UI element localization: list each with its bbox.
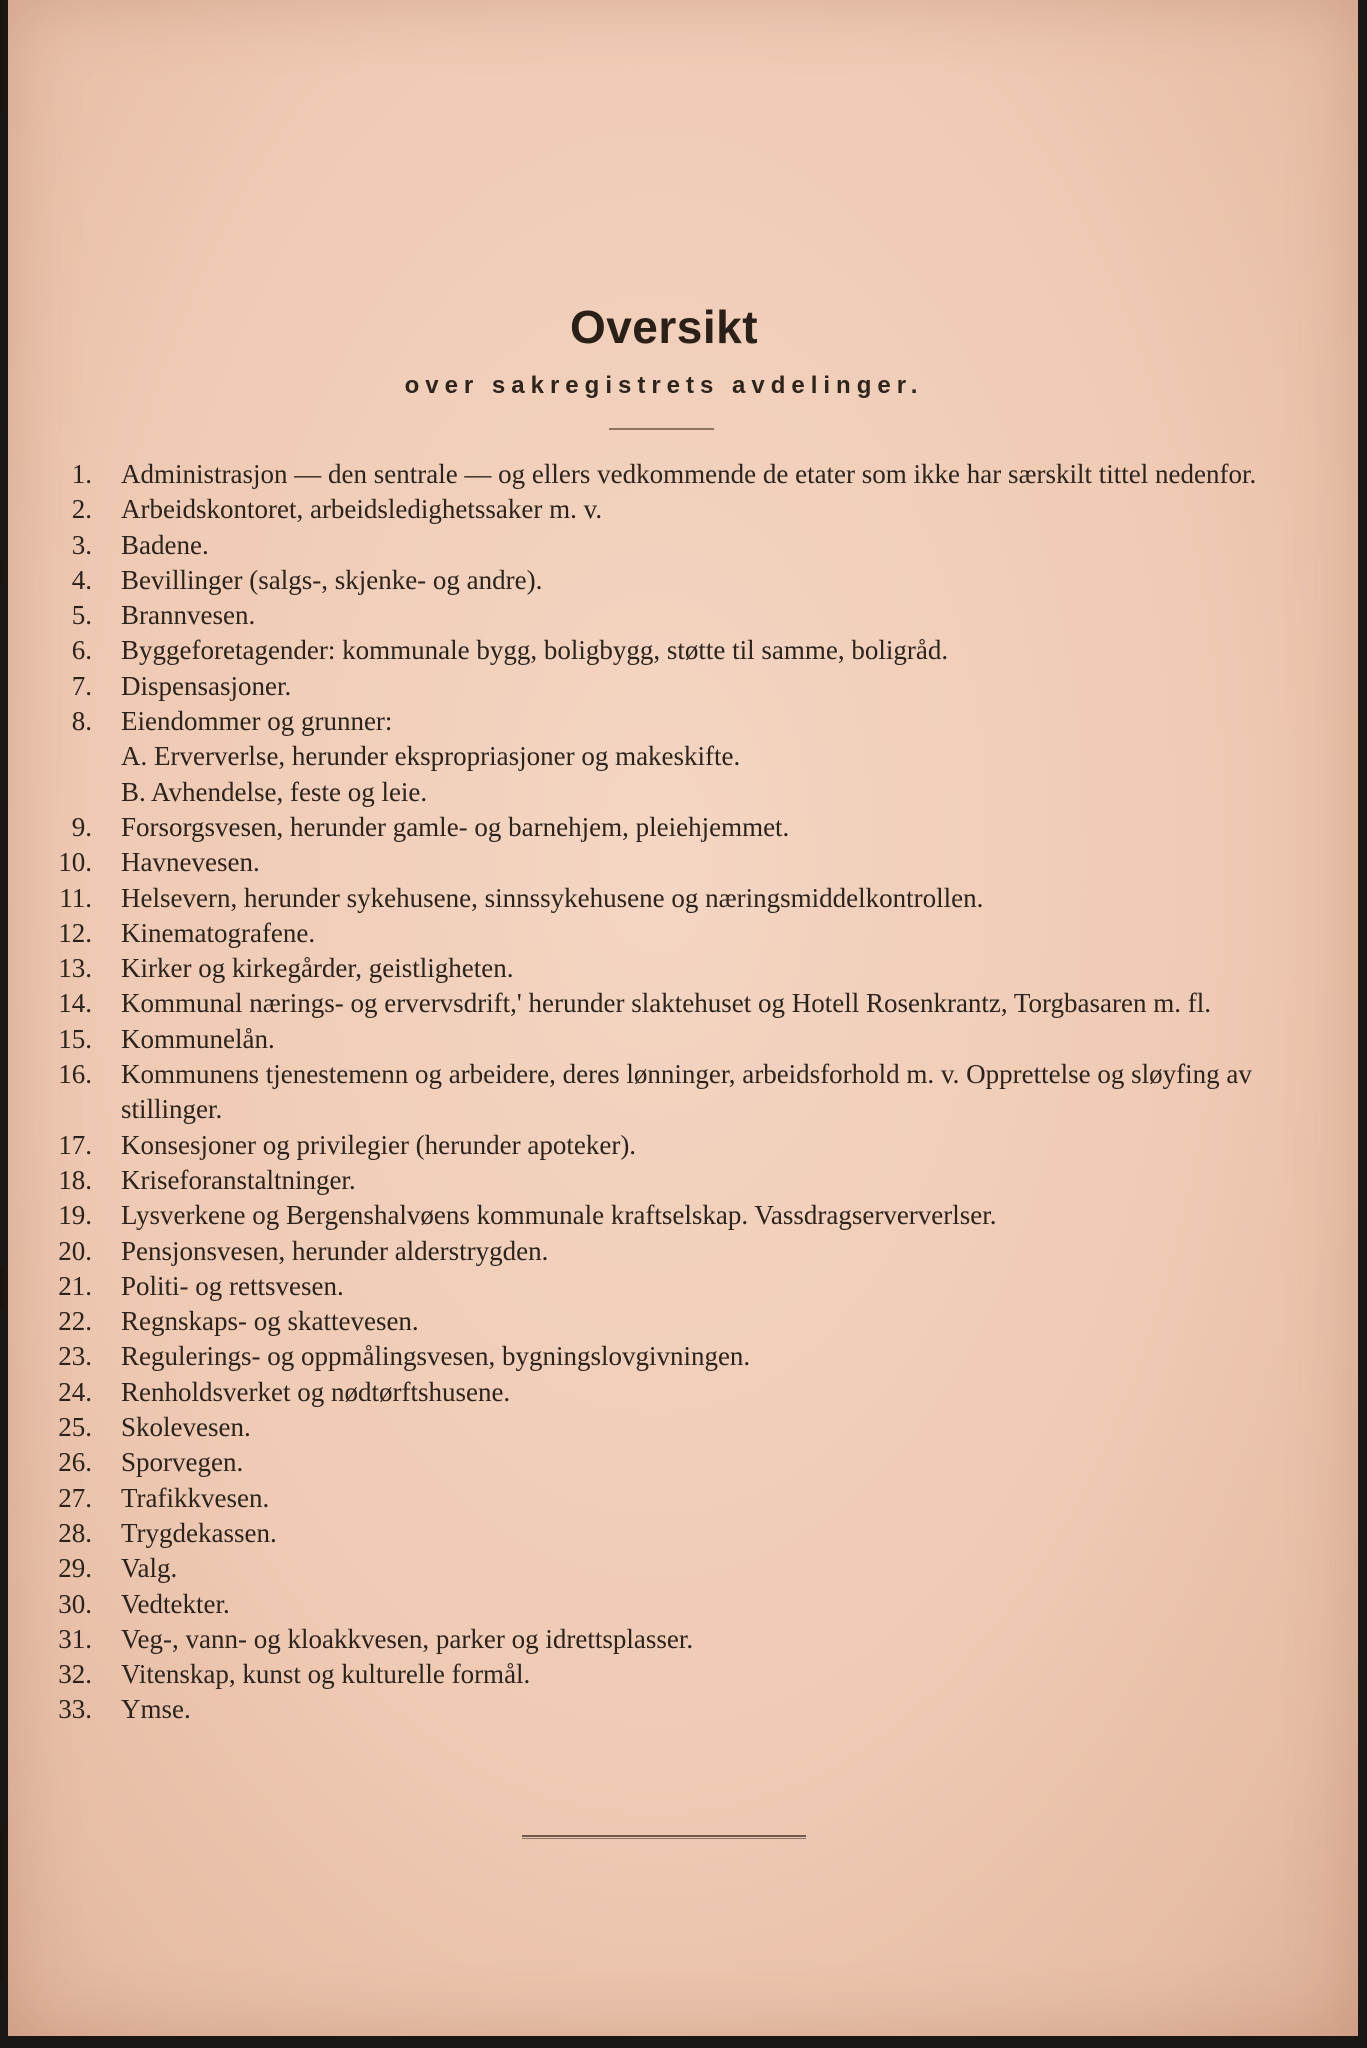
item-number: 23. bbox=[58, 1341, 92, 1372]
item-number: 26. bbox=[58, 1447, 92, 1478]
list-item bbox=[8, 986, 1338, 1021]
item-text: Trygdekassen. bbox=[121, 1517, 277, 1548]
item-text: Ymse. bbox=[121, 1694, 191, 1725]
item-number: 7. bbox=[71, 670, 92, 701]
list-item bbox=[8, 951, 1338, 986]
item-number: 30. bbox=[58, 1588, 92, 1619]
item-number: 33. bbox=[58, 1694, 92, 1725]
item-number: 27. bbox=[58, 1482, 92, 1513]
list-item bbox=[8, 1198, 1338, 1233]
list-item bbox=[8, 1269, 1338, 1304]
list-item bbox=[8, 1339, 1338, 1374]
item-text: Byggeforetagender: kommunale bygg, boligbygg, støtte til samme, boligråd. bbox=[121, 635, 949, 666]
item-number: 21. bbox=[58, 1270, 92, 1301]
item-number: 32. bbox=[58, 1659, 92, 1690]
page-subtitle: over sakregistrets avdelinger. bbox=[404, 372, 924, 399]
item-number: 18. bbox=[58, 1164, 92, 1195]
list-item bbox=[8, 492, 1338, 527]
item-number: 9. bbox=[71, 811, 92, 842]
item-number: 4. bbox=[71, 564, 92, 595]
list-item bbox=[8, 1481, 1338, 1516]
list-item bbox=[8, 1375, 1338, 1410]
item-text: Kriseforanstaltninger. bbox=[121, 1164, 356, 1195]
list-item bbox=[8, 528, 1338, 563]
item-number: 5. bbox=[71, 600, 92, 631]
scan-edge-mark bbox=[0, 1268, 3, 1308]
item-text: Eiendommer og grunner: bbox=[121, 706, 393, 737]
list-item bbox=[8, 704, 1338, 739]
document-page bbox=[8, 0, 1358, 2036]
item-text: Kommunens tjenestemenn og arbeidere, deres lønninger, arbeidsforhold m. v. Opprettelse og sløyfing av stillinger. bbox=[121, 1059, 1252, 1125]
item-text: Vitenskap, kunst og kulturelle formål. bbox=[121, 1659, 531, 1690]
item-text: A. Erververlse, herunder ekspropriasjoner og makeskifte. bbox=[121, 741, 741, 772]
list-item bbox=[8, 633, 1338, 668]
list-item bbox=[8, 810, 1338, 845]
item-text: Kinematografene. bbox=[121, 917, 316, 948]
list-item bbox=[8, 916, 1338, 951]
item-number: 24. bbox=[58, 1376, 92, 1407]
item-text: Regnskaps- og skattevesen. bbox=[121, 1306, 419, 1337]
item-text: Vedtekter. bbox=[121, 1588, 230, 1619]
item-text: Sporvegen. bbox=[121, 1447, 244, 1478]
list-item bbox=[8, 739, 1338, 774]
item-text: Renholdsverket og nødtørftshusene. bbox=[121, 1376, 511, 1407]
list-item bbox=[8, 1163, 1338, 1198]
item-number: 22. bbox=[58, 1306, 92, 1337]
item-text: Skolevesen. bbox=[121, 1412, 251, 1443]
item-text: Bevillinger (salgs-, skjenke- og andre). bbox=[121, 564, 543, 595]
list-item bbox=[8, 1657, 1338, 1692]
item-text: Kirker og kirkegårder, geistligheten. bbox=[121, 953, 514, 984]
item-number: 31. bbox=[58, 1623, 92, 1654]
item-text: B. Avhendelse, feste og leie. bbox=[121, 776, 428, 807]
item-text: Brannvesen. bbox=[121, 600, 256, 631]
item-text: Forsorgsvesen, herunder gamle- og barnehjem, pleiehjemmet. bbox=[121, 811, 790, 842]
item-number: 15. bbox=[58, 1023, 92, 1054]
item-number: 3. bbox=[71, 529, 92, 560]
list-item bbox=[8, 598, 1338, 633]
list-item bbox=[8, 1234, 1338, 1269]
item-number: 29. bbox=[58, 1553, 92, 1584]
scan-edge-mark bbox=[0, 1830, 3, 1980]
item-number: 12. bbox=[58, 917, 92, 948]
item-number: 20. bbox=[58, 1235, 92, 1266]
item-text: Arbeidskontoret, arbeidsledighetssaker m. v. bbox=[121, 494, 603, 525]
item-text: Kommunelån. bbox=[121, 1023, 275, 1054]
list-item bbox=[8, 1057, 1338, 1128]
list-item bbox=[8, 1587, 1338, 1622]
list-item bbox=[8, 563, 1338, 598]
item-number: 1. bbox=[71, 459, 92, 489]
list-item bbox=[8, 457, 1338, 492]
page-title: Oversikt bbox=[569, 301, 759, 353]
item-number: 28. bbox=[58, 1517, 92, 1548]
list-item bbox=[8, 1551, 1338, 1586]
item-number: 19. bbox=[58, 1200, 92, 1231]
item-text: Administrasjon — den sentrale — og ellers vedkommende de etater som ikke har særskilt tittel nedenfor. bbox=[121, 459, 1257, 489]
title-divider bbox=[609, 428, 714, 430]
item-text: Regulerings- og oppmålingsvesen, bygningslovgivningen. bbox=[121, 1341, 751, 1372]
item-text: Konsesjoner og privilegier (herunder apoteker). bbox=[121, 1129, 637, 1160]
item-text: Lysverkene og Bergenshalvøens kommunale kraftselskap. Vassdragserververlser. bbox=[121, 1200, 997, 1231]
section-list bbox=[8, 457, 1338, 1728]
item-number: 2. bbox=[71, 494, 92, 525]
item-number: 17. bbox=[58, 1129, 92, 1160]
item-text: Valg. bbox=[121, 1553, 178, 1584]
list-item bbox=[8, 1622, 1338, 1657]
item-text: Badene. bbox=[121, 529, 209, 560]
scan-edge-mark bbox=[0, 0, 3, 110]
item-text: Dispensasjoner. bbox=[121, 670, 292, 701]
list-item bbox=[8, 1128, 1338, 1163]
item-text: Veg-, vann- og kloakkvesen, parker og idrettsplasser. bbox=[121, 1623, 694, 1654]
item-text: Havnevesen. bbox=[121, 847, 260, 878]
list-item bbox=[8, 1445, 1338, 1480]
list-item bbox=[8, 669, 1338, 704]
list-item bbox=[8, 1304, 1338, 1339]
end-rule bbox=[522, 1835, 806, 1839]
item-text: Trafikkvesen. bbox=[121, 1482, 270, 1513]
item-number: 25. bbox=[58, 1412, 92, 1443]
item-text: Pensjonsvesen, herunder alderstrygden. bbox=[121, 1235, 549, 1266]
list-item bbox=[8, 775, 1338, 810]
item-number: 6. bbox=[71, 635, 92, 666]
list-item bbox=[8, 1692, 1338, 1727]
item-text: Kommunal nærings- og ervervsdrift,' herunder slaktehuset og Hotell Rosenkrantz, Torgbasaren m. fl. bbox=[121, 988, 1211, 1019]
item-text: Politi- og rettsvesen. bbox=[121, 1270, 344, 1301]
item-number: 8. bbox=[71, 706, 92, 737]
item-number: 13. bbox=[58, 953, 92, 984]
list-item bbox=[8, 1022, 1338, 1057]
item-number: 10. bbox=[58, 847, 92, 878]
list-item bbox=[8, 881, 1338, 916]
item-number: 16. bbox=[58, 1059, 92, 1090]
scan-edge-mark bbox=[0, 560, 3, 582]
item-number: 14. bbox=[58, 988, 92, 1019]
list-item bbox=[8, 1410, 1338, 1445]
list-item bbox=[8, 845, 1338, 880]
item-number: 11. bbox=[59, 882, 92, 913]
item-text: Helsevern, herunder sykehusene, sinnssykehusene og næringsmiddelkontrollen. bbox=[121, 882, 984, 913]
list-item bbox=[8, 1516, 1338, 1551]
